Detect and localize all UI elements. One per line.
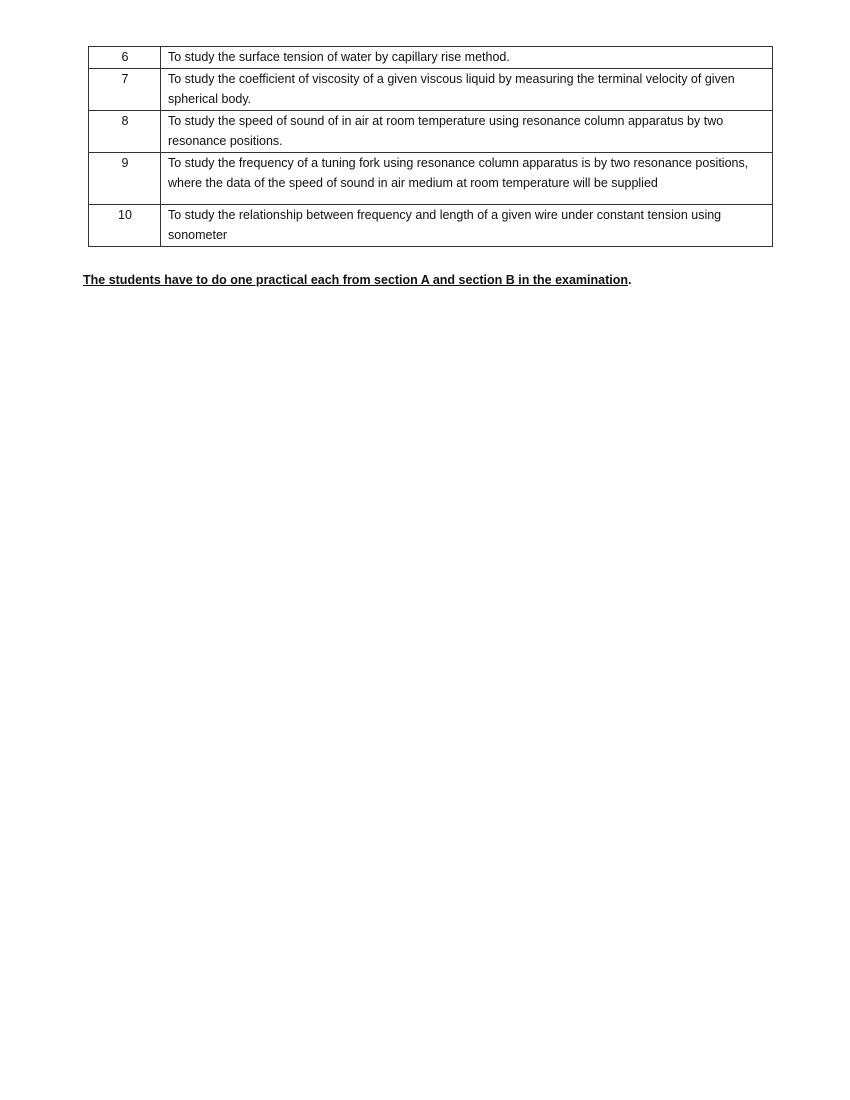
examination-note-text: The students have to do one practical each from section A and section B in the examination	[83, 273, 629, 287]
practical-description: To study the relationship between frequency and length of a given wire under constant tension using sonometer	[161, 205, 773, 247]
practical-description: To study the frequency of a tuning fork using resonance column apparatus is by two resonance positions, where the data of the speed of sound in air medium at room temperature will be supplied	[161, 153, 773, 205]
practical-number: 7	[89, 69, 161, 111]
table-row	[89, 69, 773, 111]
practical-description: To study the speed of sound of in air at room temperature using resonance column apparatus by two resonance positions.	[161, 111, 773, 153]
examination-note-period: .	[628, 273, 632, 287]
examination-note	[83, 273, 632, 287]
practical-description: To study the coefficient of viscosity of a given viscous liquid by measuring the terminal velocity of given spherical body.	[161, 69, 773, 111]
practical-number: 9	[89, 153, 161, 205]
table-row	[89, 205, 773, 247]
table-row	[89, 153, 773, 205]
practical-number: 8	[89, 111, 161, 153]
practical-number: 10	[89, 205, 161, 247]
table-row	[89, 47, 773, 69]
practical-number: 6	[89, 47, 161, 69]
practicals-table	[88, 46, 773, 247]
table-row	[89, 111, 773, 153]
practical-description: To study the surface tension of water by capillary rise method.	[161, 47, 773, 69]
